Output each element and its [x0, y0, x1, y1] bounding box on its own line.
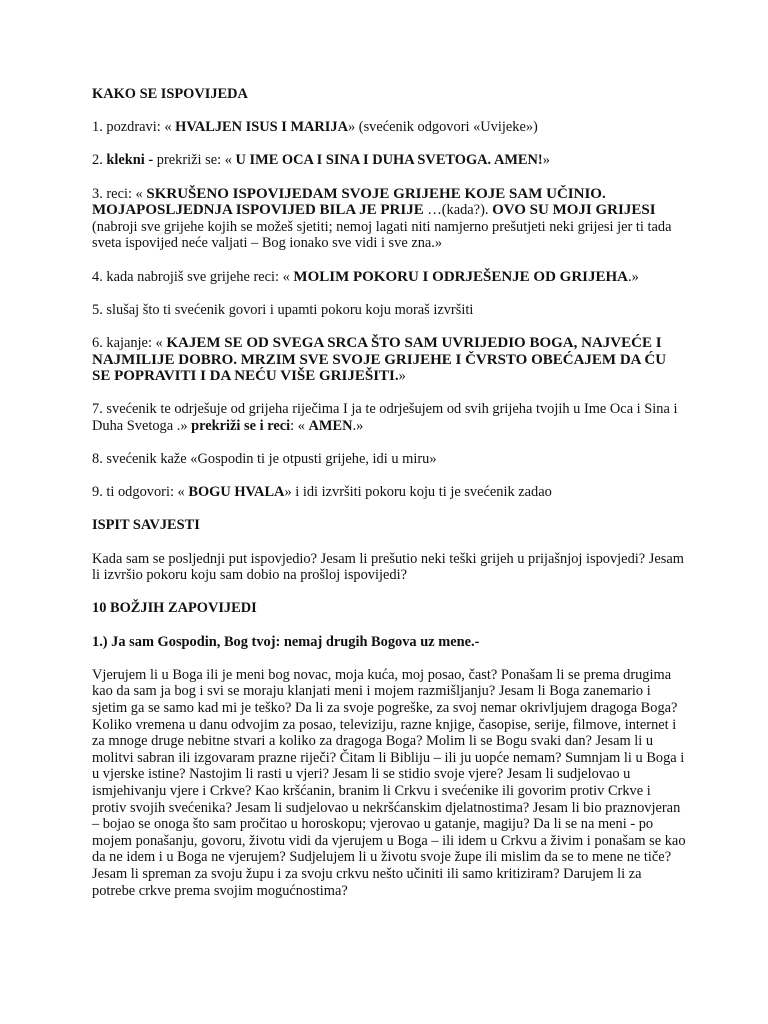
step-prayer: AMEN: [308, 417, 353, 434]
step-number: 4.: [92, 268, 103, 285]
step-number: 6.: [92, 334, 103, 351]
step-text: svećenik kaže «Gospodin ti je otpusti grijehe, idi u miru»: [102, 451, 437, 468]
step-text: : «: [290, 417, 309, 434]
step-text: »: [542, 152, 550, 169]
step-text: » i idi izvršiti pokoru koju ti je svećenik zadao: [284, 484, 552, 501]
step-number: 7.: [92, 401, 103, 418]
step-text: …(kada?).: [423, 202, 493, 219]
step-text: slušaj što ti svećenik govori i upamti pokoru koju moraš izvršiti: [102, 301, 474, 318]
step-text: prekriži se: «: [156, 152, 236, 169]
step-action: klekni -: [102, 152, 157, 169]
document-title: KAKO SE ISPOVIJEDA: [92, 86, 248, 102]
step-1: [92, 119, 688, 136]
step-text: ti odgovori: «: [102, 484, 189, 501]
step-prayer: MOLIM POKORU I ODRJEŠENJE OD GRIJEHA: [293, 268, 629, 285]
step-9: [92, 484, 688, 501]
step-number: 2.: [92, 152, 103, 169]
commandment-1-text: Vjerujem li u Boga ili je meni bog novac, moja kuća, moj posao, čast? Ponašam li se prema drugima kao da sam ja bog i svi se moraju klanjati meni i mojem razmišljanju? Jesam li Boga zanemario i sjetim ga se samo kad mi je teško? Da li za svoje pogreške, za svoj nemar okrivljujem dragoga Boga? Koliko vremena u danu odvojim za posao, televiziju, razne knjige, časopise, serije, filmove, internet i za mnoge druge nebitne stvari a koliko za dragoga Boga? Molim li se Bogu svaki dan? Jesam li u molitvi sabran ili izgovaram prazne riječi? Čitam li Bibliju – ili ju uopće nemam? Sumnjam li u Boga i u vjerske istine? Nastojim li rasti u vjeri? Jesam li se stidio svoje vjere? Jesam li sudjelovao u ismjehivanju vjere i Crkve? Kao kršćanin, branim li Crkvu i svećenike ili govorim protiv Crkve i protiv svojih svećenika? Jesam li sudjelovao u nekršćanskim djelatnostima? Jesam li bio praznovjeran – bojao se onoga što sam pročitao u horoskopu; vjerovao u gatanje, magiju? Da li se na meni - po mojem ponašanju, govoru, životu vidi da vjerujem u Boga – ili idem u Crkvu a živim i ponašam se kao da ne idem i u Boga ne vjerujem? Sudjelujem li u životu svoje župe ili mislim da se to mene ne tiče? Jesam li spreman za svoju župu i za svoju crkvu nešto učiniti ili samo kritiziram? Darujem li za potrebe crkve prema svojim mogućnostima?: [92, 666, 686, 899]
step-text: kajanje: «: [102, 334, 167, 351]
step-text: »: [398, 368, 406, 385]
step-prayer: KAJEM SE OD SVEGA SRCA ŠTO SAM UVRIJEDIO BOGA, NAJVEĆE I NAJMILIJE DOBRO. MRZIM SVE SVOJE GRIJEHE I ČVRSTO OBEĆAJEM DA ĆU SE POPRAVITI I DA NEĆU VIŠE GRIJEŠITI.: [92, 334, 667, 385]
step-text: » (svećenik odgovori «Uvijeke»): [348, 119, 538, 136]
step-text: pozdravi: «: [102, 119, 176, 136]
step-number: 5.: [92, 301, 103, 318]
step-8: [92, 451, 688, 468]
commandment-1-heading: 1.) Ja sam Gospodin, Bog tvoj: nemaj drugih Bogova uz mene.-: [92, 633, 480, 650]
step-6: [92, 335, 688, 385]
step-prayer: U IME OCA I SINA I DUHA SVETOGA. AMEN!: [235, 152, 543, 169]
exam-heading: ISPIT SAVJESTI: [92, 517, 200, 534]
step-text: .»: [628, 268, 639, 285]
step-3: [92, 186, 688, 252]
step-text: kada nabrojiš sve grijehe reci: «: [102, 268, 294, 285]
step-number: 8.: [92, 451, 103, 468]
step-5: [92, 302, 688, 319]
step-prayer: HVALJEN ISUS I MARIJA: [175, 119, 348, 136]
step-4: [92, 269, 688, 286]
commandments-heading: 10 BOŽJIH ZAPOVIJEDI: [92, 600, 257, 617]
step-text: reci: «: [102, 185, 147, 202]
step-prayer: SKRUŠENO ISPOVIJEDAM SVOJE GRIJEHE KOJE SAM UČINIO. MOJAPOSLJEDNJA ISPOVIJED BILA JE PRIJE: [92, 185, 606, 219]
step-7: [92, 401, 688, 434]
step-action: prekriži se i reci: [191, 417, 291, 434]
step-number: 3.: [92, 185, 103, 202]
step-text: (nabroji sve grijehe kojih se možeš sjetiti; nemoj lagati niti namjerno prešutjeti neki grijesi jer ti tada sveta ispovijed neće valjati – Bog ionako sve vidi i sve zna.»: [92, 218, 672, 252]
step-number: 1.: [92, 119, 103, 136]
step-2: [92, 152, 688, 169]
step-prayer: OVO SU MOJI GRIJESI: [492, 202, 656, 219]
step-text: .»: [352, 417, 364, 434]
exam-text: Kada sam se posljednji put ispovjedio? Jesam li prešutio neki teški grijeh u prijašnjoj ispovjedi? Jesam li izvršio pokoru koju sam dobio na prošloj ispovijedi?: [92, 550, 684, 584]
step-number: 9.: [92, 484, 103, 501]
step-prayer: BOGU HVALA: [188, 484, 285, 501]
step-text: svećenik te odrješuje od grijeha riječima I ja te odrješujem od svih grijeha tvojih u Ime Oca i Sina i Duha Svetoga .»: [92, 401, 678, 434]
